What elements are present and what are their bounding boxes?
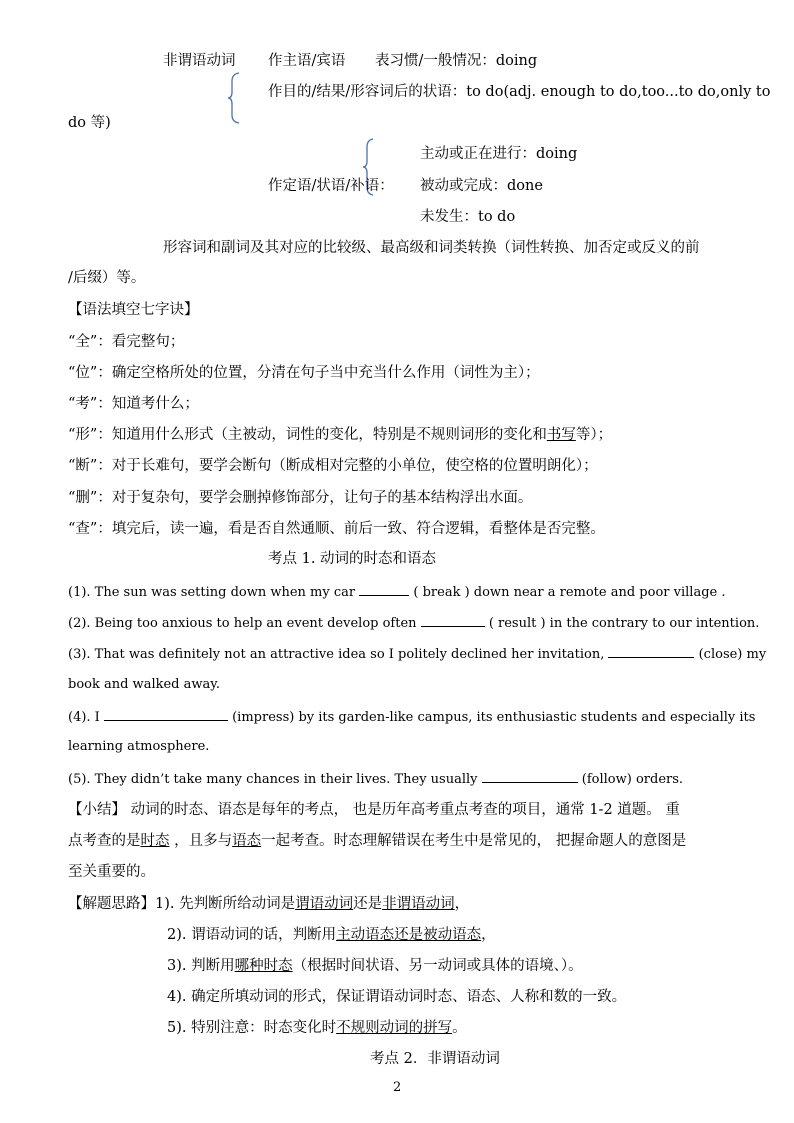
- adjective-line: 形容词和副词及其对应的比较级、最高级和词类转换（词性转换、加否定或反义的前: [163, 240, 700, 256]
- curly-brace-icon: [227, 72, 241, 124]
- question-3: (3). That was definitely not an attractive idea so I politely declined her invitation, (close) my: [68, 643, 766, 665]
- passive-label: 被动或完成：done: [420, 178, 543, 194]
- question-5: (5). They didn’t take many chances in their lives. They usually (follow) orders.: [68, 768, 683, 790]
- habit-label: 表习惯/一般情况：doing: [375, 53, 538, 69]
- subject-object-label: 作主语/宾语: [268, 53, 346, 69]
- underlined-text: 哪种时态: [234, 958, 293, 974]
- page-number: 2: [393, 1080, 402, 1095]
- answer-blank[interactable]: [482, 768, 578, 783]
- purpose-label: 作目的/结果/形容词后的状语：to do(adj. enough to do,too...to do,only to: [268, 84, 771, 100]
- step-3: 3). 判断用哪种时态（根据时间状语、另一动词或具体的语境、）。: [167, 958, 583, 974]
- mnemonic-item-form: “形”：知道用什么形式（主被动，词性的变化，特别是不规则词形的变化和书写等）；: [68, 427, 613, 443]
- mnemonic-item: “全”：看完整句；: [68, 334, 185, 350]
- mnemonic-item: “位”：确定空格所处的位置，分清在句子当中充当什么作用（词性为主）；: [68, 365, 540, 381]
- step-1: 【解题思路】1). 先判断所给动词是谓语动词还是非谓语动词，: [68, 896, 470, 912]
- answer-blank[interactable]: [421, 612, 485, 627]
- question-2: (2). Being too anxious to help an event develop often ( result ) in the contrary to our intention.: [68, 612, 759, 634]
- step-5: 5). 特别注意：时态变化时不规则动词的拼写。: [167, 1020, 467, 1036]
- point-2-heading: 考点 2．非谓语动词: [370, 1051, 500, 1067]
- underlined-text: 书写: [546, 427, 576, 443]
- purpose-continuation: do 等): [68, 115, 111, 131]
- mnemonic-item: “删”：对于复杂句，要学会删掉修饰部分，让句子的基本结构浮出水面。: [68, 490, 533, 506]
- question-1: (1). The sun was setting down when my car ( break ) down near a remote and poor village .: [68, 581, 725, 603]
- step-2: 2). 谓语动词的话，判断用主动语态还是被动语态，: [167, 927, 496, 943]
- active-label: 主动或正在进行：doing: [420, 146, 578, 162]
- adjective-line-cont: /后缀）等。: [68, 270, 146, 286]
- underlined-text: 不规则动词的拼写: [336, 1020, 453, 1036]
- underlined-text: 主动语态还是被动语态: [336, 927, 482, 943]
- attribute-label: 作定语/状语/补语：: [268, 178, 394, 194]
- answer-blank[interactable]: [359, 581, 409, 596]
- underlined-text: 语态: [232, 833, 262, 849]
- summary-line-2: 点考查的是时态 ，且多与语态一起考查。时态理解错误在考生中是常见的， 把握命题人的意图是: [68, 833, 687, 849]
- underlined-text: 非谓语动词: [382, 896, 455, 912]
- underlined-text: 时态: [140, 833, 170, 849]
- mnemonic-item: “断”：对于长难句，要学会断句（断成相对完整的小单位，使空格的位置明朗化）；: [68, 458, 598, 474]
- answer-blank[interactable]: [608, 643, 694, 658]
- question-4: (4). I (impress) by its garden-like campus, its enthusiastic students and especially its: [68, 706, 755, 728]
- summary-line-3: 至关重要的。: [68, 864, 155, 880]
- question-3-cont: book and walked away.: [68, 677, 221, 692]
- answer-blank[interactable]: [104, 706, 228, 721]
- future-label: 未发生：to do: [420, 209, 516, 225]
- summary-line: 【小结】 动词的时态、语态是每年的考点， 也是历年高考重点考查的项目，通常 1-2 道题。 重: [68, 802, 680, 818]
- mnemonic-item: “查”：填完后，读一遍，看是否自然通顺、前后一致、符合逻辑，看整体是否完整。: [68, 521, 605, 537]
- mnemonic-title: 【语法填空七字诀】: [68, 302, 199, 318]
- non-predicate-label: 非谓语动词: [163, 53, 236, 69]
- underlined-text: 谓语动词: [295, 896, 354, 912]
- point-1-heading: 考点 1. 动词的时态和语态: [268, 551, 437, 567]
- step-4: 4). 确定所填动词的形式，保证谓语动词时态、语态、人称和数的一致。: [167, 989, 627, 1005]
- mnemonic-item: “考”：知道考什么；: [68, 396, 199, 412]
- question-4-cont: learning atmosphere.: [68, 739, 210, 754]
